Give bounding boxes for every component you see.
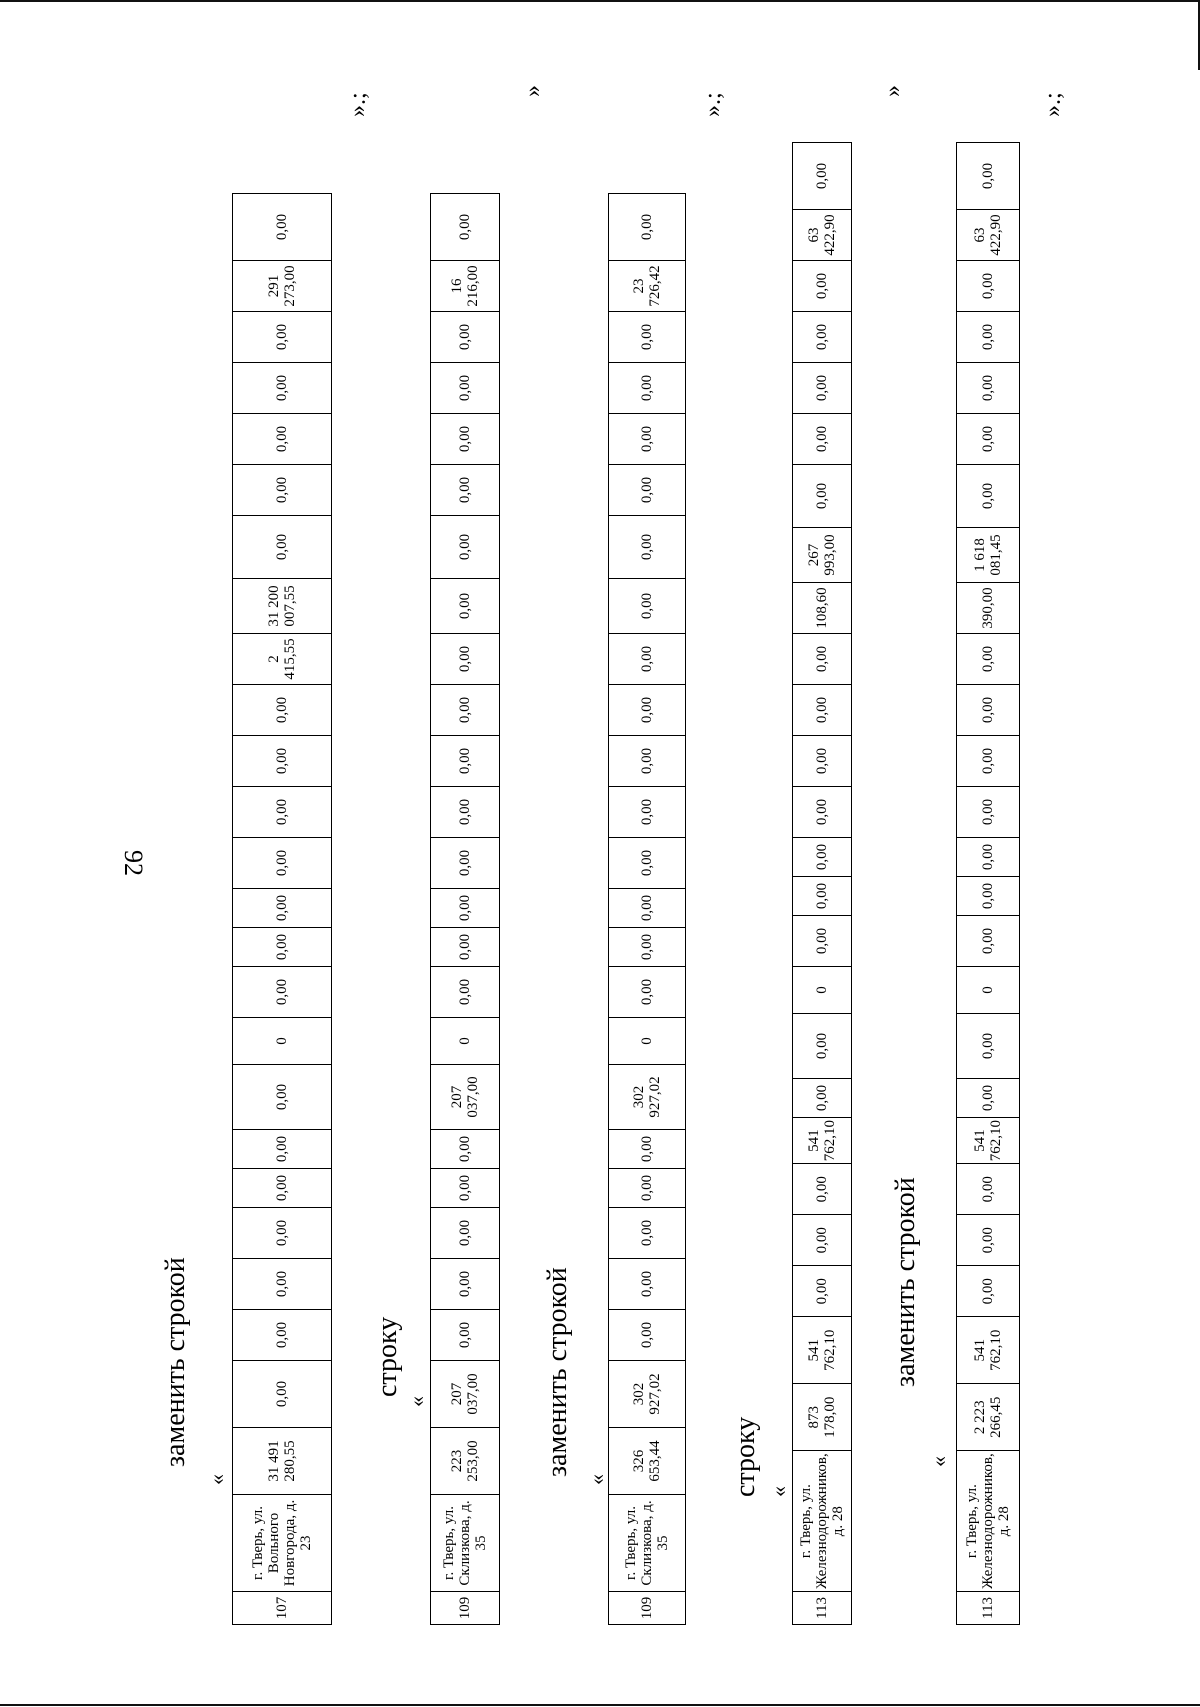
value-cell: 541 762,10	[793, 1118, 852, 1164]
replace-label-1: заменить строкой	[160, 1257, 191, 1467]
value-cell: 0,00	[233, 1130, 332, 1169]
value-cell: 0,00	[609, 465, 686, 516]
table-row-113-old	[792, 142, 852, 1625]
value-cell: 0,00	[233, 685, 332, 736]
value-cell: 0,00	[609, 363, 686, 414]
value-cell: 0,00	[957, 143, 1020, 210]
value-cell: 0,00	[793, 1215, 852, 1266]
value-cell: 0,00	[957, 685, 1020, 736]
value-cell: 0,00	[431, 1259, 500, 1310]
value-cell: 0,00	[793, 916, 852, 967]
value-cell: 541 762,10	[957, 1118, 1020, 1164]
value-cell: 0,00	[431, 1208, 500, 1259]
value-cell: 541 762,10	[957, 1317, 1020, 1384]
row-label-1: строку	[372, 1316, 403, 1397]
row-id-cell: 113	[957, 1592, 1020, 1625]
row-id-cell: 113	[793, 1592, 852, 1625]
value-cell: 0,00	[431, 1310, 500, 1361]
value-cell: 0,00	[609, 1259, 686, 1310]
value-cell: 0,00	[431, 1169, 500, 1208]
value-cell: 0,00	[233, 838, 332, 889]
value-cell: 0,00	[233, 889, 332, 928]
address-cell: г. Тверь, ул. Склизкова, д. 35	[431, 1495, 500, 1592]
value-cell: 0,00	[793, 1014, 852, 1079]
value-cell: 0,00	[431, 579, 500, 634]
value-cell: 0,00	[609, 1208, 686, 1259]
value-cell: 0,00	[957, 1014, 1020, 1079]
value-cell: 0,00	[233, 1259, 332, 1310]
row-id-cell: 109	[431, 1592, 500, 1625]
value-cell: 0,00	[793, 312, 852, 363]
value-cell: 0,00	[609, 736, 686, 787]
value-cell: 0,00	[431, 634, 500, 685]
address-cell: г. Тверь, ул. Железнодорожников, д. 28	[957, 1451, 1020, 1592]
value-cell: 0,00	[793, 1079, 852, 1118]
value-cell: 0,00	[233, 414, 332, 465]
value-cell: 0,00	[793, 143, 852, 210]
value-cell: 207 037,00	[431, 1361, 500, 1428]
open-quote-5: «	[926, 1456, 951, 1467]
close-quote-2: »	[880, 85, 906, 97]
value-cell: 0	[431, 1018, 500, 1065]
value-cell: 0	[793, 967, 852, 1014]
value-cell: 0,00	[957, 916, 1020, 967]
table-row-109-old	[430, 193, 500, 1625]
replace-label-2: заменить строкой	[542, 1267, 573, 1477]
value-cell: 0,00	[793, 465, 852, 528]
value-cell: 0,00	[233, 967, 332, 1018]
open-quote-4: «	[766, 1486, 791, 1497]
value-cell: 0,00	[431, 928, 500, 967]
value-cell: 0,00	[609, 194, 686, 261]
value-cell: 390,00	[957, 583, 1020, 634]
value-cell: 0,00	[609, 414, 686, 465]
value-cell: 0,00	[957, 877, 1020, 916]
value-cell: 2 415,55	[233, 634, 332, 685]
value-cell: 0,00	[957, 465, 1020, 528]
value-cell: 326 653,44	[609, 1428, 686, 1495]
value-cell: 0,00	[431, 1130, 500, 1169]
value-cell: 23 726,42	[609, 261, 686, 312]
value-cell: 267 993,00	[793, 528, 852, 583]
value-cell: 31 200 007,55	[233, 579, 332, 634]
value-cell: 0,00	[957, 261, 1020, 312]
value-cell: 0,00	[957, 634, 1020, 685]
close-quote-semicolon-3: ».;	[1040, 92, 1066, 117]
value-cell: 0,00	[431, 736, 500, 787]
value-cell: 0,00	[609, 516, 686, 579]
value-cell: 63 422,90	[793, 210, 852, 261]
value-cell: 0,00	[609, 967, 686, 1018]
value-cell: 873 178,00	[793, 1384, 852, 1451]
open-quote-2: «	[404, 1396, 429, 1407]
row-id-cell: 107	[233, 1592, 332, 1625]
value-cell: 0,00	[233, 787, 332, 838]
value-cell: 0,00	[957, 363, 1020, 414]
value-cell: 0,00	[233, 312, 332, 363]
value-cell: 0,00	[431, 889, 500, 928]
value-cell: 302 927,02	[609, 1065, 686, 1130]
value-cell: 0,00	[957, 736, 1020, 787]
value-cell: 0,00	[233, 363, 332, 414]
close-quote-1: »	[520, 85, 546, 97]
value-cell: 0,00	[609, 1130, 686, 1169]
value-cell: 0,00	[233, 928, 332, 967]
address-cell: г. Тверь, ул. Склизкова, д. 35	[609, 1495, 686, 1592]
table-row-109-new	[608, 193, 686, 1625]
value-cell: 0,00	[609, 579, 686, 634]
row-label-2: строку	[730, 1416, 761, 1497]
value-cell: 0,00	[609, 312, 686, 363]
value-cell: 0,00	[431, 516, 500, 579]
value-cell: 0,00	[957, 787, 1020, 838]
value-cell: 0,00	[609, 928, 686, 967]
address-cell: г. Тверь, ул. Вольного Новгорода, д. 23	[233, 1495, 332, 1592]
value-cell: 0,00	[793, 1266, 852, 1317]
open-quote-3: «	[584, 1474, 609, 1485]
value-cell: 541 762,10	[793, 1317, 852, 1384]
value-cell: 0	[233, 1018, 332, 1065]
value-cell: 0,00	[609, 634, 686, 685]
value-cell: 0,00	[431, 414, 500, 465]
value-cell: 0,00	[431, 838, 500, 889]
value-cell: 0,00	[957, 414, 1020, 465]
value-cell: 0,00	[609, 685, 686, 736]
value-cell: 0,00	[431, 967, 500, 1018]
value-cell: 0,00	[609, 1169, 686, 1208]
address-cell: г. Тверь, ул. Железнодорожников, д. 28	[793, 1451, 852, 1592]
value-cell: 0,00	[957, 312, 1020, 363]
value-cell: 223 253,00	[431, 1428, 500, 1495]
value-cell: 291 273,00	[233, 261, 332, 312]
value-cell: 0,00	[957, 1266, 1020, 1317]
value-cell: 0,00	[957, 1079, 1020, 1118]
value-cell: 0,00	[793, 877, 852, 916]
value-cell: 0,00	[609, 787, 686, 838]
value-cell: 0,00	[233, 736, 332, 787]
value-cell: 0,00	[233, 194, 332, 261]
open-quote-1: «	[204, 1474, 229, 1485]
table-row-107	[232, 193, 332, 1625]
value-cell: 0,00	[431, 685, 500, 736]
value-cell: 0,00	[793, 261, 852, 312]
close-quote-semicolon-2: ».;	[700, 92, 726, 117]
replace-label-3: заменить строкой	[890, 1177, 921, 1387]
value-cell: 0,00	[233, 1310, 332, 1361]
value-cell: 0,00	[431, 465, 500, 516]
value-cell: 0,00	[793, 414, 852, 465]
value-cell: 63 422,90	[957, 210, 1020, 261]
value-cell: 16 216,00	[431, 261, 500, 312]
page-number: 92	[119, 850, 148, 876]
value-cell: 0,00	[233, 1169, 332, 1208]
value-cell: 0,00	[431, 194, 500, 261]
table-row-113-new	[956, 142, 1020, 1625]
value-cell: 0,00	[431, 787, 500, 838]
value-cell: 1 618 081,45	[957, 528, 1020, 583]
value-cell: 207 037,00	[431, 1065, 500, 1130]
value-cell: 0,00	[793, 838, 852, 877]
value-cell: 31 491 280,55	[233, 1428, 332, 1495]
value-cell: 0,00	[793, 685, 852, 736]
value-cell: 0,00	[233, 1065, 332, 1130]
close-quote-semicolon-1: ».;	[345, 92, 371, 117]
value-cell: 0,00	[793, 787, 852, 838]
value-cell: 108,60	[793, 583, 852, 634]
value-cell: 0,00	[233, 1361, 332, 1428]
value-cell: 0	[957, 967, 1020, 1014]
value-cell: 0,00	[431, 363, 500, 414]
value-cell: 0,00	[793, 634, 852, 685]
value-cell: 0,00	[957, 838, 1020, 877]
value-cell: 0,00	[793, 736, 852, 787]
value-cell: 0,00	[233, 465, 332, 516]
value-cell: 0,00	[793, 1164, 852, 1215]
value-cell: 0,00	[793, 363, 852, 414]
value-cell: 0,00	[609, 889, 686, 928]
value-cell: 0,00	[233, 1208, 332, 1259]
value-cell: 0,00	[609, 838, 686, 889]
value-cell: 0,00	[609, 1310, 686, 1361]
value-cell: 0	[609, 1018, 686, 1065]
value-cell: 0,00	[957, 1164, 1020, 1215]
row-id-cell: 109	[609, 1592, 686, 1625]
value-cell: 302 927,02	[609, 1361, 686, 1428]
value-cell: 2 223 266,45	[957, 1384, 1020, 1451]
value-cell: 0,00	[431, 312, 500, 363]
value-cell: 0,00	[957, 1215, 1020, 1266]
value-cell: 0,00	[233, 516, 332, 579]
